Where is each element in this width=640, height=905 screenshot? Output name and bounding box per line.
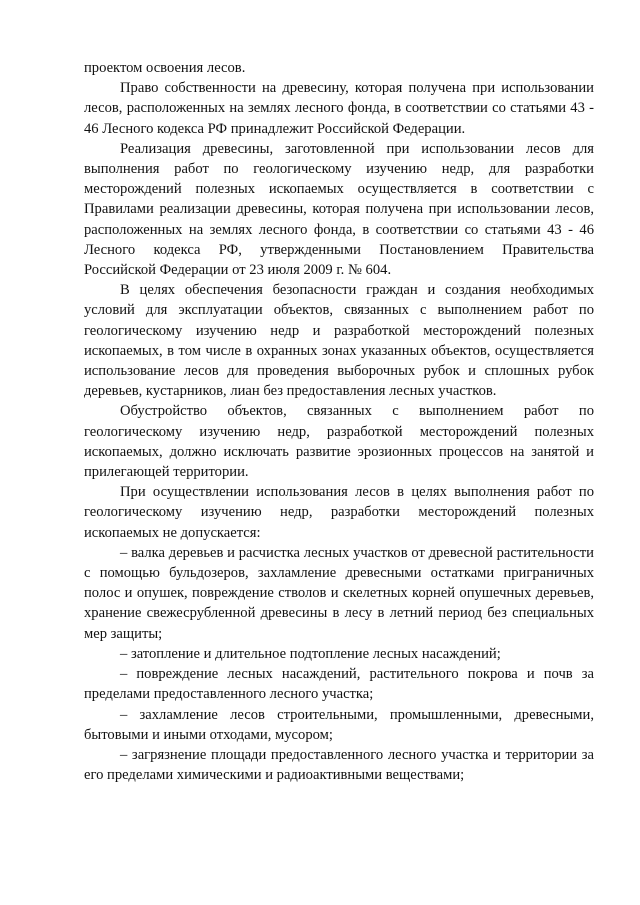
paragraph-continuation: проектом освоения лесов. — [84, 60, 246, 76]
paragraph-safety: В целях обеспечения безопасности граждан и создания необходимых условий для эксплуатации объектов, связанных с выполнением работ по геологическому изучению недр и разработкой месторождений полезных ископаемых, в том числе в охранных зонах указанных объектов, осуществляется использование лесов для проведения выборочных рубок и сплошных рубок деревьев, кустарников, лиан без предоставления лесных участков. — [84, 282, 594, 400]
list-item: – загрязнение площади предоставленного лесного участка и территории за его пределами химическими и радиоактивными веществами; — [84, 746, 594, 784]
document-body — [84, 58, 594, 785]
paragraph-ownership: Право собственности на древесину, которая получена при использовании лесов, расположенных на землях лесного фонда, в соответствии со статьями 43 - 46 Лесного кодекса РФ принадлежит Российской Федерации. — [84, 80, 594, 137]
list-item: – валка деревьев и расчистка лесных участков от древесной растительности с помощью бульдозеров, захламление древесными остатками приграничных полос и опушек, повреждение стволов и скелетных корней опушечных деревьев, хранение свежесрубленной древесины в лесу в летний период без специальных мер защиты; — [84, 544, 594, 642]
list-item: – захламление лесов строительными, промышленными, древесными, бытовыми и иными отходами, мусором; — [84, 706, 594, 743]
list-item: – повреждение лесных насаждений, растительного покрова и почв за пределами предоставленного лесного участка; — [84, 666, 594, 703]
paragraph-arrangement: Обустройство объектов, связанных с выполнением работ по геологическому изучению недр, разработкой месторождений полезных ископаемых, должно исключать развитие эрозионных процессов на занятой и прилегающей территории. — [84, 403, 594, 481]
list-item: – затопление и длительное подтопление лесных насаждений; — [120, 645, 501, 662]
paragraph-timber-sale: Реализация древесины, заготовленной при использовании лесов для выполнения работ по геологическому изучению недр, для разработки месторождений полезных ископаемых осуществляется в соответствии с Правилами реализации древесины, которая получена при использовании лесов, расположенных на землях лесного фонда, в соответствии со статьями 43 - 46 Лесного кодекса РФ, утвержденными Постановлением Правительства Российской Федерации от 23 июля 2009 г. № 604. — [84, 140, 594, 279]
paragraph-prohibitions-intro: При осуществлении использования лесов в целях выполнения работ по геологическому изучению недр, разработки месторождений полезных ископаемых не допускается: — [84, 484, 594, 541]
